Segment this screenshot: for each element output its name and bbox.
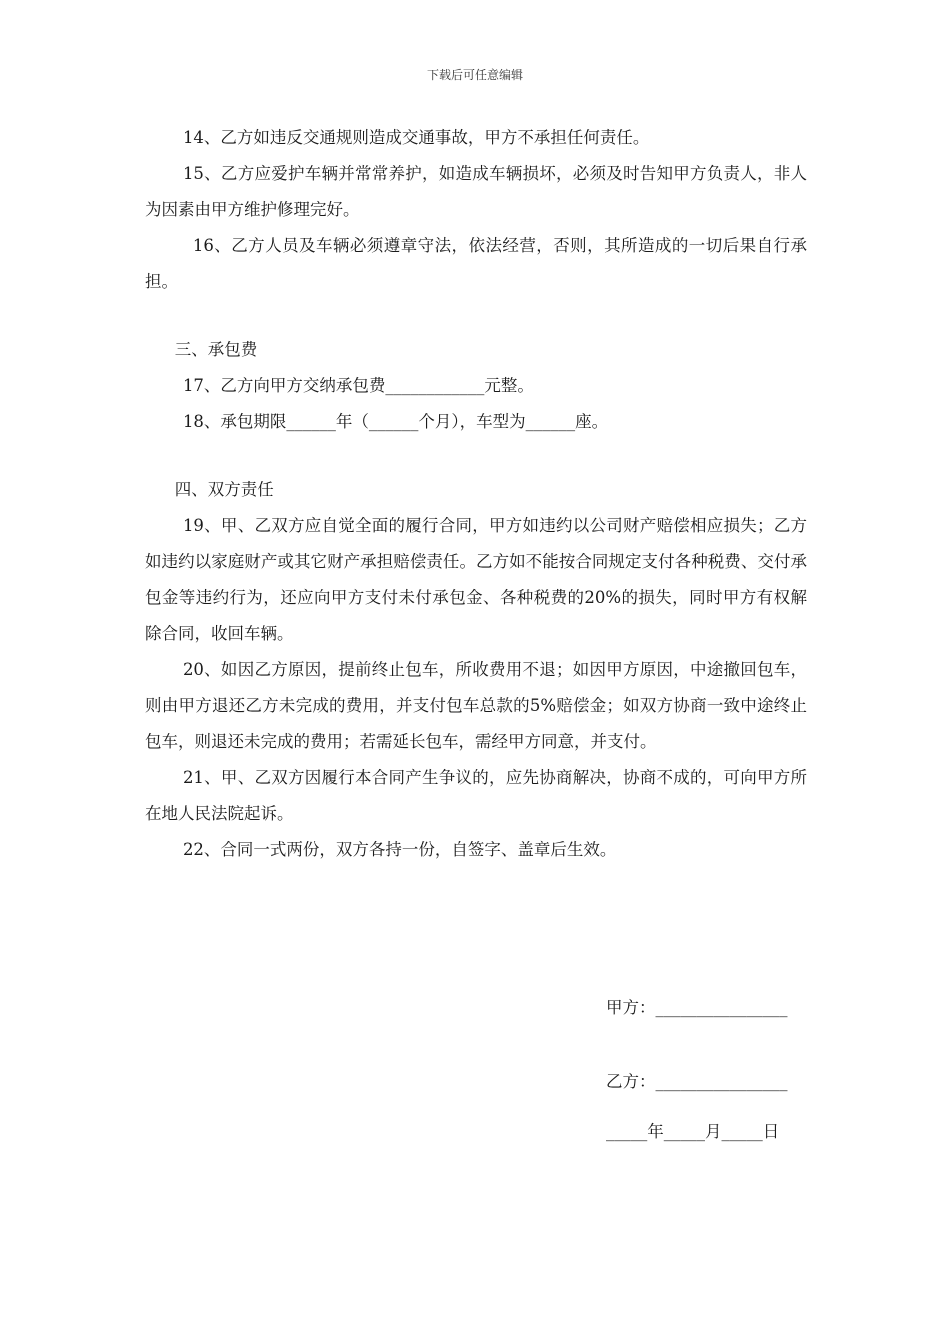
clause-19: 19、甲、乙双方应自觉全面的履行合同，甲方如违约以公司财产赔偿相应损失；乙方如违约以家庭财产或其它财产承担赔偿责任。乙方如不能按合同规定支付各种税费、交付承包金等违约行为，还应向甲方支付未付承包金、各种税费的20%的损失，同时甲方有权解除合同，收回车辆。 [145,516,807,643]
party-b-signature-line: 乙方：________________ [606,1072,788,1091]
page-header: 下载后可任意编辑 [426,68,523,82]
clause-16: 16、乙方人员及车辆必须遵章守法，依法经营，否则，其所造成的一切后果自行承担。 [145,236,807,291]
clause-14: 14、乙方如违反交通规则造成交通事故，甲方不承担任何责任。 [182,128,650,147]
clause-17: 17、乙方向甲方交纳承包费____________元整。 [182,376,534,395]
clause-15: 15、乙方应爱护车辆并常常养护，如造成车辆损坏，必须及时告知甲方负责人，非人为因素由甲方维护修理完好。 [145,164,807,219]
section-heading-responsibility: 四、双方责任 [174,480,274,499]
clause-22: 22、合同一式两份，双方各持一份，自签字、盖章后生效。 [182,840,617,859]
clause-21: 21、甲、乙双方因履行本合同产生争议的，应先协商解决，协商不成的，可向甲方所在地人民法院起诉。 [145,768,807,823]
clause-18: 18、承包期限______年（______个月），车型为______座。 [182,412,609,431]
contract-body [145,120,807,868]
clause-20: 20、如因乙方原因，提前终止包车，所收费用不退；如因甲方原因，中途撤回包车，则由甲方退还乙方未完成的费用，并支付包车总款的5%赔偿金；如双方协商一致中途终止包车，则退还未完成的费用；若需延长包车，需经甲方同意，并支付。 [145,660,807,751]
party-a-signature-line: 甲方：________________ [606,998,788,1017]
section-heading-fee: 三、承包费 [174,340,258,359]
signature-date-line: _____年_____月_____日 [606,1122,780,1141]
